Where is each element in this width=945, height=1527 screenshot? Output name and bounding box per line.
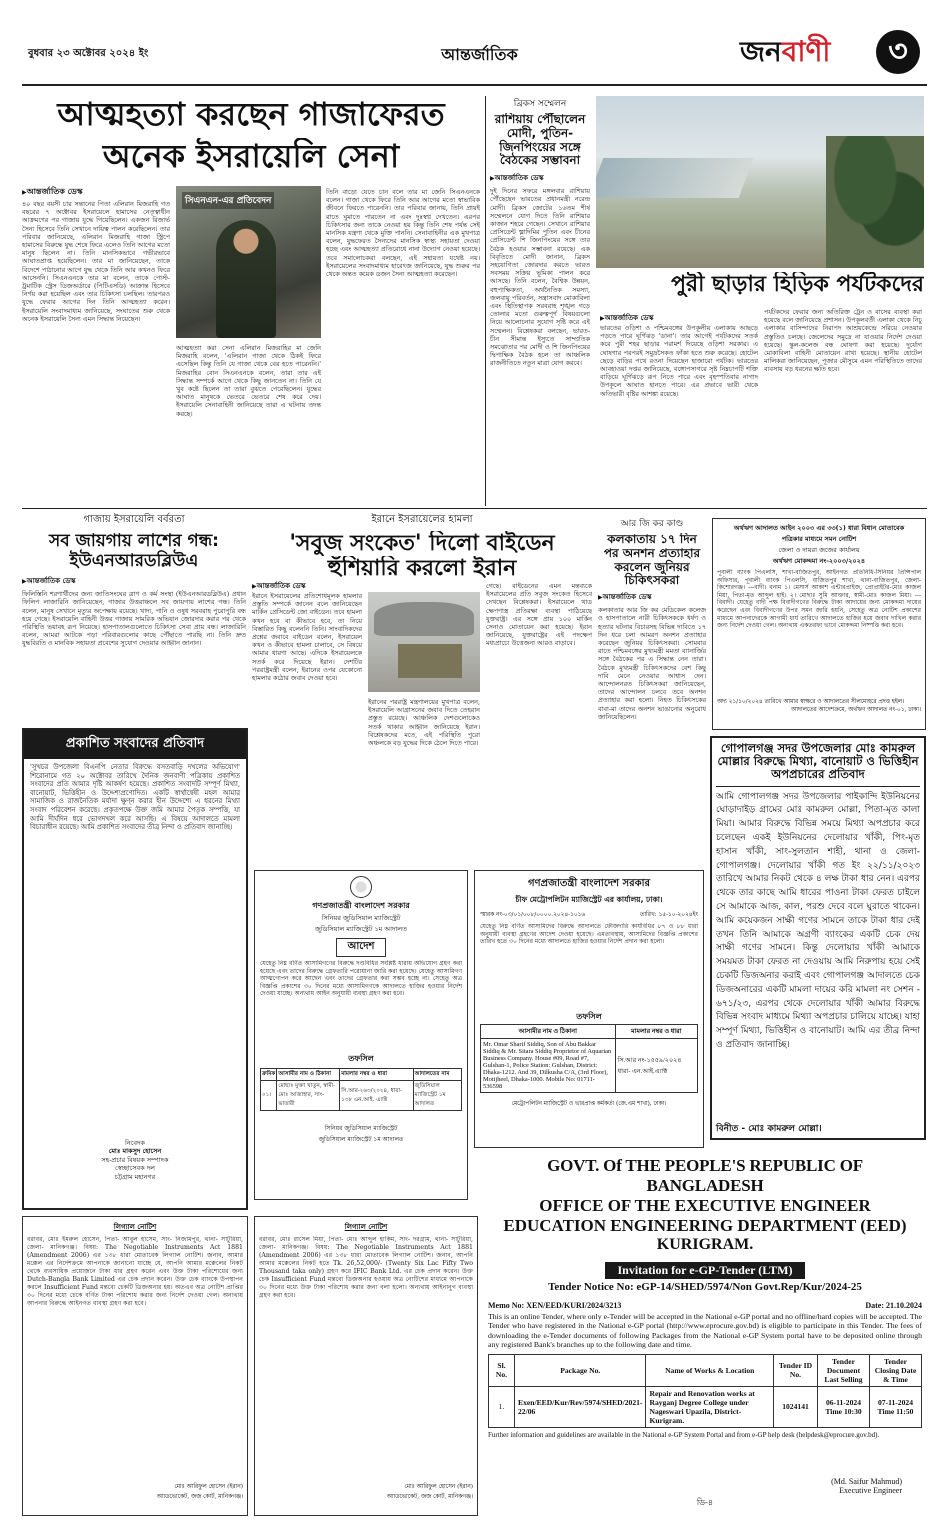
tender-cell-last-selling: 06-11-2024 Time 10:30 [818,1386,870,1427]
story-puri-text-2: পর্যটকদের ফেরার জন্য অতিরিক্ত ট্রেন ও বাসের ব্যবস্থা করা হয়েছে বলে জানিয়েছে প্রশাসন। উপকূলবর্তী এলাকা থেকে নিচু এলাকার বাসিন্দাদের নিরাপদ আশ্রয়কেন্দ্রে সরিয়ে নেওয়ার প্রস্তুতিও চলছে। জেলেদের সমুদ্রে না যাওয়ার নির্দেশ দেওয়া হয়েছে। স্কুল-কলেজ বন্ধ ঘোষণা করা হয়েছে। দুর্যোগ মোকাবিলা বাহিনী মোতায়েন রাখা হয়েছে। স্থানীয় হোটেল মালিকরা জানিয়েছেন, পূজার মৌসুমে এমন পরিস্থিতিতে তাদের ব্যবসায় বড় ধরনের ক্ষতি হবে। [764,308,922,374]
table-header-cell: আদালতের নাম [413,1069,461,1081]
legal-notice-2-sign-2: অ্যাডভোকেট, জজ কোর্ট, মানিকগঞ্জ। [386,1494,473,1500]
protest-notice-1-text: 'সুখচর উপজেলা বিএনপি নেতার বিরুদ্ধে বসতবাড়ি দখলের অভিযোগ' শিরোনামে গত ২০ অক্টোবর তারিখে দৈনিক জনবাণী পত্রিকায় প্রকাশিত সংবাদের প্রতি আমার দৃষ্টি আকর্ষণ হয়েছে। প্রকাশিত সংবাদটি সম্পূর্ণ মিথ্যা, বানোয়াট, ভিত্তিহীন ও উদ্দেশ্যপ্রণোদিত। একটি স্বার্থান্বেষী মহল আমার সামাজিক ও রাজনৈতিক মর্যাদা ক্ষুণ্ন করার হীন উদ্দেশ্যে এ ধরনের মিথ্যা সংবাদ পরিবেশন করেছে। প্রকৃতপক্ষে উক্ত জমি আমার পৈতৃক সম্পত্তি, যা আমি দীর্ঘদিন ধরে ভোগদখল করে আসছি। এ বিষয়ে আদালতে মামলা বিচারাধীন রয়েছে। আমি প্রকাশিত সংবাদের তীব্র নিন্দা ও প্রতিবাদ জানাচ্ছি। [30,763,240,832]
story-puri [596,96,924,504]
notice-summons-text: পূবালী ব্যাংক পিএলসি, শাখা-বাজিতপুর, আইনগত প্রতিনিধি-সিনিয়র প্রিন্সিপাল অফিসার, পূবালী ব্যাংক পিএলসি, বাজিতপুর শাখা, থানা-বাজিতপুর, জেলা-কিশোরগঞ্জ। ---বাদী। বনাম ১। মেসার্স আকাশ এন্টারপ্রাইজ, প্রোপ্রাইটর-মোঃ কাজল মিয়া, পিতা-মৃত আব্দুল হাই। ২। মোছাঃ সুমি আক্তার, স্বামী-মোঃ কাজল মিয়া। ---বিবাদী। যেহেতু বাদী পক্ষ বিবাদীগণের বিরুদ্ধে টাকা আদায়ের জন্য মোকদ্দমা দায়ের করেছেন এবং বিবাদীগণের উপর সমন জারি হয়নি, সেহেতু অত্র নোটিশ প্রকাশের মাধ্যমে আপনাদেরকে আগামী ধার্য তারিখে আদালতে হাজির হয়ে জবাব দাখিল করার জন্য নির্দেশ দেওয়া গেল। অন্যথায় একতরফা ভাবে মোকদ্দমা নিষ্পত্তি করা হবে। [717,569,921,630]
masthead [0,0,945,92]
sea-band [596,158,753,198]
legal-notice-2-sign-1: মোঃ আরিফুল হোসেন (ইরান) [404,1484,473,1490]
story-iran-kicker: ইরানে ইসরায়েলের হামলা [371,514,473,525]
tender-notice [484,1156,926,1522]
tender-table [488,1354,922,1428]
logo-part-b: বাণী [781,35,831,68]
tender-invitation: Invitation for e-GP-Tender (LTM) [605,1262,805,1279]
legal-notice-1-sign-2: অ্যাডভোকেট, জজ কোর্ট, মানিকগঞ্জ। [156,1494,243,1500]
tender-date: Date: 21.10.2024 [865,1301,922,1310]
protest-notice-2-text: আমি গোপালগঞ্জ সদর উপজেলার পাইকান্দি ইউনিয়নের ঘোড়াদাইড় গ্রামের মোঃ কামরুল মোল্লা, পিতা-মৃত কালা মিয়া। আমার বিরুদ্ধে বিভিন্ন সময়ে মিথ্যা অপপ্রচার করে চলেছেন একই ইউনিয়নের দেলোয়ার খাঁকী, পিং-মৃত হাসান খাঁকী, সাং-সুলতান শাহী, থানা ও জেলা-গোপালগঞ্জ। দেলোয়ার খাঁকী গত ইং ২২/১১/২০২৩ তারিখে আমার নিকট থেকে ৪ লক্ষ টাকা ধার নেন। এরপর থেকে তার কাছে আমি ধারের পাওনা টাকা ফেরত চাইলে সে আমাকে আজ, কাল, পরশু দেবে বলে ঘুরাতে থাকেন। আমি কয়েকজন সাক্ষী গণের সামনে তাকে টাকা ধার দেই তখন তিনি আমাকে অগ্রণী ব্যাংকের একটি চেক দেয় সাক্ষী গণের সামনে। কিন্তু দেলোয়ার খাঁকী আমাকে সময়মত টাকা ফেরত না দেওয়ায় আমি নিরুপায় হয়ে সেই চেকটি ডিজঅনার করাই এবং গোপালগঞ্জ আদালতে চেক ডিজঅনারের একটি মামলা দায়ের করি মামলা নং সেশন - ৬৭১/২৩, এরপর থেকে দেলোয়ার খাঁকী আমার বিরুদ্ধে বিভিন্ন সংবাদ মাধ্যমে মিথ্যা অপপ্রচার চালিয়ে যাচ্ছে। যাহা সম্পূর্ণ মিথ্যা, ভিত্তিহীন ও বানোয়াট। আমি এর তীব্র নিন্দা ও প্রতিবাদ জানাচ্ছি। [716,791,920,1050]
story-unrwa-kicker: গাজায় ইসরায়েলি বর্বরতা [83,514,185,525]
story-brics [490,96,590,504]
legal-notice-1-sign-1: মোঃ আরিফুল হোসেন (ইরান) [174,1484,243,1490]
court-notice-1-sign-1: সিনিয়র জুডিসিয়াল ম্যাজিস্ট্রেট [324,1125,398,1132]
story-rgkar-headline: কলকাতায় ১৭ দিন পর অনশন প্রত্যাহার করলেন জুনিয়র চিকিৎসকরা [603,533,701,588]
tender-col-works: Name of Works & Location [646,1354,774,1386]
tender-col-sl: Sl. No. [489,1354,515,1386]
story-rgkar-kicker: আর জি কর কাণ্ড [620,519,684,529]
divider-v1 [485,96,486,506]
soldier-photo [176,186,321,338]
court-notice-2-text: যেহেতু নিম্ন বর্ণিত আসামিদের বিরুদ্ধে আদালতে ফৌজদারি কার্যবিধির ৮৭ ও ৮৮ ধারা অনুযায়ী ব্যবস্থা গ্রহণের আদেশ দেওয়া হয়েছে। এমতাবস্থায়, আসামিদের বিজ্ঞপ্তি প্রকাশের তারিখ হতে ৩০ দিনের মধ্যে আদালতে হাজির হওয়ার নির্দেশ প্রদান করা হলো। [480,923,698,946]
launcher-truck [398,644,462,678]
tender-title-4: KURIGRAM. [656,1236,754,1253]
court-notice-2-sign: মেট্রোপলিটন ম্যাজিস্ট্রেট ও ভারপ্রাপ্ত কর্মকর্তা (জে.এম শাখা), ঢাকা। [511,1101,667,1107]
story-iran-headline-2: হুঁশিয়ারি করলো ইরান [327,556,517,582]
soldier-figure-icon [216,220,276,338]
court-notice-1-table [260,1068,462,1111]
tender-cell-closing: 07-11-2024 Time 11:50 [870,1386,922,1427]
protest-notice-1-sign-role-3: চট্টগ্রাম মহানগর [114,1172,156,1181]
table-cell: মোছাঃ মুক্তা খাতুন, স্বামী- মোঃ আজাহার, সাং- ভাতারী [277,1081,340,1111]
story-gaza-text-2: আত্মহত্যা করা সেনা এলিরান মিজরাহির মা জেনি মিজরাহি বলেন, 'এলিরান গাজা থেকে ঠিকই ফিরে এসেছিল কিন্তু তিনি যে গাজা থেকে বের হতে পারেননি।' মিজরাহির বোন সিএনএনকে বলেন, তারা তার এই সিদ্ধান্ত সম্পর্কে আগে থেকে কিছু জানতেন না। তিনি যে খুব কষ্টে ছিলেন তা তারা বুঝতে পেরেছিলেন। যুদ্ধের আঘাত মানুষকে ভেতরে ভেতরে শেষ করে দেয়। ইসরায়েলি সেনাবাহিনী জানিয়েছে তারা এ ঘটনায় তদন্ত করছে। [176,344,321,418]
missile-system-photo [368,592,480,692]
story-gaza-text-1: ৪০ বছর বয়সী চার সন্তানের পিতা এলিরান মিজরাহি গত বছরের ৭ অক্টোবর ইসরায়েলে হামাসের নেতৃত্বাধীন আক্রমণের পর গাজায় যুদ্ধে গিয়েছিলেন। একজন রিজার্ভ সৈন্য হিসেবে তিনি সেখানে দায়িত্ব পালন করেছিলেন। তার পরিবার জানিয়েছে, এলিরান মিজরাহি গাজা স্ট্রিপে হামাসের বিরুদ্ধে যুদ্ধ শেষে ফিরে এলেও তিনি আগের মতো মানুষ ছিলেন না। তিনি মানসিকভাবে গভীরভাবে আঘাতপ্রাপ্ত হয়েছিলেন। তার মা জানিয়েছেন, তাকে বিদেশে পাঠানোর আগে যুদ্ধ থেকে তিনি আর কখনও ফিরে আসেননি। সিএনএনকে তার মা বলেন, তাকে পোস্ট-ট্রমাটিক স্ট্রেস ডিজঅর্ডারে (পিটিএসডি) আক্রান্ত হিসেবে নির্ণয় করা হয়েছিল এবং তার চিকিৎসা চলছিল। তারপরও যুদ্ধে ফেরার আগের দিন তিনি আত্মহত্যা করেন। ইসরায়েলি সংবাদমাধ্যম জানিয়েছে, সংঘাতের শুরু থেকে অনেক ইসরায়েলি সৈন্য এমন সিদ্ধান্ত নিয়েছেন। [22,200,170,323]
masthead-rule [22,84,927,86]
photo-caption: সিএনএন-এর প্রতিবেদন [182,192,274,209]
story-gaza-text-3: তিনি বাড়ো যেতে চান বলে তার মা জেনি সিএনএনকে বলেন। গাজা থেকে ফিরে তিনি আর আগের মতো স্বাভাবিক জীবনে ফিরতে পারেননি। তার পরিবার জানায়, তিনি প্রায়ই রাতে ঘুমাতে পারতেন না এবং দুঃস্বপ্ন দেখতেন। এরপর চিকিৎসার জন্য তাকে নেওয়া হয় কিন্তু তিনি শেষ পর্যন্ত সেই মানসিক যন্ত্রণা থেকে মুক্তি পাননি। সেনাবাহিনীর এক মুখপাত্র বলেন, যুদ্ধফেরত সৈন্যদের মানসিক স্বাস্থ্য সহায়তা দেওয়া হচ্ছে এবং আত্মহত্যা প্রতিরোধে নানা উদ্যোগ নেওয়া হয়েছে। তবে সমালোচকরা বলছেন, এই সহায়তা যথেষ্ট নয়। ইসরায়েলের সংবাদমাধ্যম হারেৎজ জানিয়েছে, যুদ্ধ শুরুর পর থেকে অন্তত কয়েক ডজন সৈন্য আত্মহত্যা করেছেন। [326,188,480,279]
legal-notice-2-text: বরাবর, মোঃ রাসেল মিয়া, পিতা- মোঃ আব্দুল হাকিম, সাং- দরগ্রাম, থানা- সাটুরিয়া, জেলা- মানিকগঞ্জ। বিষয়: The Negotiable Instruments Act 1881 (Amendment 2006) এর ১৩৮ ধারা মোতাবেক লিগ্যাল নোটিশ। জনাব, আপনি আমার মক্কেলের নিকট হতে Tk. 26,52,000/- (Twenty Six Lac Fifty Two Thousand taka only) গ্রহণ করে IFIC Bank Ltd. এর চেক প্রদান করেন। উক্ত চেক Insufficient Fund মন্তব্যে ডিজঅনার হওয়ায় অত্র নোটিশের মাধ্যমে আপনাকে ৩০ দিনের মধ্যে উক্ত টাকা পরিশোধ করার জন্য বলা হলো। অন্যথায় আইনানুগ ব্যবস্থা গ্রহণ করা হবে। [259,1236,473,1299]
tender-col-last-selling: Tender Document Last Selling [818,1354,870,1386]
legal-notice-2-title: লিগ্যাল নোটিশ [344,1223,388,1231]
tender-cell-package: Exen/EED/Kur/Rev/5974/SHED/2021-22/06 [515,1386,646,1427]
court-notice-1-order-title: আদেশ [336,938,386,957]
story-unrwa-desk: ▶ আন্তর্জাতিক ডেস্ক [22,575,246,587]
legal-notice-2 [254,1216,478,1516]
tender-title-2: OFFICE OF THE EXECUTIVE ENGINEER [539,1196,871,1215]
story-iran [252,512,592,862]
protest-notice-2-sign: বিনীত - মোঃ কামরুল মোল্লা। [716,1123,822,1134]
tender-col-package: Package No. [515,1354,646,1386]
story-unrwa-headline: সব জায়গায় লাশের গন্ধ: ইউএনআরডব্লিউএ [49,532,219,571]
story-puri-text-1: ভারতের ওড়িশা ও পশ্চিমবঙ্গের উপকূলীয় এলাকায় আছড়ে পড়তে পারে ঘূর্ণিঝড় 'ডানা'। তার আগেই পর্যটকদের সতর্ক করে পুরী শহর ছাড়ার পরামর্শ দিয়েছে ওড়িশা সরকার। এ ঘোষণার পরপরই সমুদ্রসৈকত ফাঁকা হতে শুরু করেছে। হোটেল ছেড়ে বাড়ির পথে রওনা দিয়েছেন হাজারো পর্যটক। ভারতের আবহাওয়া দপ্তর জানিয়েছে, বঙ্গোপসাগরে সৃষ্ট নিম্নচাপটি শক্তি বাড়িয়ে ঘূর্ণিঝড়ে রূপ নিতে পারে এবং বৃহস্পতিবার নাগাদ উপকূলে আঘাত হানতে পারে। এর প্রভাবে ভারী থেকে অতিভারী বৃষ্টির আশঙ্কা রয়েছে। [600,324,758,398]
tender-col-id: Tender ID No. [774,1354,818,1386]
signature-mark [488,1461,902,1477]
tender-intro: This is an online Tender, where only e-Tender will be accepted in the National e-GP portal and no offline/hard copies will be accepted. The Tender who have registered in the National e-GP portal (http://www.eprocure.gov.bd) is eligible to participate in this Tender. The fees of downloading the e-Tender documents of following Packages from the National e-GP System portal have to be deposited online through any registered Bank's branches up to the following date and time. [488,1312,922,1350]
tender-sign-2: Executive Engineer [839,1485,902,1495]
page-number-badge: ৩ [876,30,920,74]
tender-col-closing: Tender Closing Date & Time [870,1354,922,1386]
protest-notice-1-sign-name: মোঃ মাকসুদ হোসেন [108,1147,162,1156]
tender-cell-works: Repair and Renovation works at Rayganj Degree College under Nageswari Upazila, District- Kurigram. [646,1386,774,1427]
court-notice-1-title-3: জুডিসিয়াল ম্যাজিস্ট্রেট ১ম আদালত [315,925,407,933]
story-iran-desk: ▶ আন্তর্জাতিক ডেস্ক [252,580,306,592]
aircraft-shape [374,602,474,636]
palm-trees [826,136,924,268]
court-notice-2-table-title: তফসিল [576,1012,602,1021]
notice-summons [712,518,926,730]
tender-cell-sl: 1. [489,1386,515,1427]
notice-summons-title-2: পত্রিকার মাধ্যমে সমন নোটিশ [781,535,857,543]
table-cell: জুডিসিয়াল ম্যাজিস্ট্রেট ১ম আদালত [413,1081,461,1111]
notice-summons-title-3: জেলা ও দায়রা জজের কার্যালয় [778,546,860,554]
tender-memo: Memo No: XEN/EED/KURI/2024/3213 [488,1301,622,1310]
seal-icon [350,876,372,898]
legal-notice-1-title: লিগ্যাল নোটিশ [113,1223,157,1231]
court-notice-2-title-1: গণপ্রজাতন্ত্রী বাংলাদেশ সরকার [528,878,650,889]
story-brics-text: দুই দিনের সফরে মঙ্গলবার রাশিয়ায় পৌঁছেছেন ভারতের প্রধানমন্ত্রী নরেন্দ্র মোদী। ব্রিকস জোটের ১৬তম শীর্ষ সম্মেলনে যোগ দিতে তিনি রাশিয়ার কাজান শহরে গেছেন। সেখানে রাশিয়ার প্রেসিডেন্ট ভ্লাদিমির পুতিন এবং চীনের প্রেসিডেন্ট শি জিনপিংয়ের সঙ্গে তার বৈঠক হওয়ার সম্ভাবনা রয়েছে। এক বিবৃতিতে মোদী জানান, ব্রিকস সহযোগিতা জোরদার করতে ভারত সবসময় সক্রিয় ভূমিকা পালন করে আসছে। তিনি বলেন, বৈশ্বিক উন্নয়ন, বহুপাক্ষিকতা, অর্থনৈতিক সমস্যা, জলবায়ু পরিবর্তন, সন্ত্রাসবাদ মোকাবিলা এবং স্থিতিস্থাপক সরবরাহ শৃঙ্খল গড়ে তোলার মতো গুরুত্বপূর্ণ বিষয়গুলো নিয়ে আলোচনার সুযোগ সৃষ্টি করে এই সম্মেলন। বিশ্লেষকরা বলছেন, ভারত-চীন সীমান্ত ইস্যুতে সাম্প্রতিক সমঝোতার পর মোদী ও শি জিনপিংয়ের দ্বিপাক্ষিক বৈঠক হলে তা আঞ্চলিক রাজনীতিতে নতুন মাত্রা যোগ করবে। [490,187,590,368]
table-cell: সি.আর-২৬৩/২০২৪, ধারা- ১৩৮ এন.আই. এ্যাক্ট [340,1081,413,1111]
court-notice-2 [474,870,704,1148]
legal-notice-1 [22,1216,248,1516]
table-cell: Mr. Omar Sharif Siddiq, Son of Abu Bakkar Siddiq & Mr. Sitara Siddiq Proprietor of Aquarian Business Company. House #09, Road #7, Gulshan-1, Police Station: Gulshan, District: Dhaka-1212. And 39, Dilkusha C/A, (3rd Floor), Motijheel, Dhaka-1000. Mobile No: 01711-536598 [481,1039,616,1093]
beach-photo [596,96,924,268]
court-notice-2-title-2: চীফ মেট্রোপলিটন ম্যাজিস্ট্রেট এর কার্যালয়, ঢাকা। [515,895,663,904]
court-notice-2-table [480,1024,698,1093]
tender-title-3: EDUCATION ENGINEERING DEPARTMENT (EED) [503,1216,907,1235]
logo-part-a: জন [740,35,782,68]
court-notice-2-date: তারিখ: ১৫-১০-২০২৪ইং [639,912,698,918]
protest-notice-1-sign-role-1: সহ-প্রচার বিষয়ক সম্পাদক [101,1155,169,1164]
table-header-cell: মামলার নম্বর ও ধারা [615,1025,697,1039]
divider-h1 [22,508,927,509]
story-puri-headline: পুরী ছাড়ার হিড়িক পর্যটকদের [671,272,924,297]
protest-notice-1-sign-label: নিবেদক [125,1139,145,1147]
protest-notice-2 [710,736,926,1140]
court-notice-1-table-title: তফসিল [348,1054,374,1063]
story-iran-text-1: ইরানে ইসরায়েলের প্রতিশোধমূলক হামলার প্রস্তুতি সম্পর্কে জানেন বলে জানিয়েছেন মার্কিন প্রেসিডেন্ট জো বাইডেন। তবে হামলা কখন হবে বা কীভাবে হবে, তা নিয়ে বিস্তারিত কিছু বলেননি তিনি। সাংবাদিকদের প্রশ্নের জবাবে বাইডেন বলেন, ইসরায়েল কখন ও কীভাবে হামলা চালাবে, সে বিষয়ে আমার ধারণা আছে। এদিকে ইসরায়েলকে সতর্ক করে দিয়েছে ইরান। দেশটির পররাষ্ট্রমন্ত্রী বলেন, ইরানের ওপর যেকোনো হামলার কঠোর জবাব দেওয়া হবে। [252,592,362,683]
story-gaza-soldiers [22,96,480,504]
legal-notice-1-text: বরাবর, মোঃ ইমরুল হোসেন, পিতা- আবুল হাসেম, সাং- নিজামপুর, থানা- সাটুরিয়া, জেলা- মানিকগঞ্জ। বিষয়: The Negotiable Instruments Act 1881 (Amendment 2006) এর ১৩৮ ধারা মোতাবেক লিগ্যাল নোটিশ। জনাব, আমার মক্কেল এর নির্দেশক্রমে আপনাকে জানানো যাচ্ছে যে, আপনি আমার মক্কেলের নিকট থেকে ব্যবসায়িক প্রয়োজনে টাকা ধার গ্রহণ করেন এবং উক্ত টাকা পরিশোধের জন্য Dutch-Bangla Bank Limited এর চেক প্রদান করেন। উক্ত চেক ব্যাংকে উপস্থাপন করলে Insufficient Fund মন্তব্যে চেকটি ডিজঅনার হয়। অতএব অত্র নোটিশ প্রাপ্তির ৩০ দিনের মধ্যে চেকে বর্ণিত টাকা পরিশোধ করার জন্য নির্দেশ দেওয়া গেল। অন্যথায় আপনার বিরুদ্ধে আইনগত ব্যবস্থা গ্রহণ করা হবে। [27,1236,243,1307]
protest-notice-1-title: প্রকাশিত সংবাদের প্রতিবাদ [24,730,246,759]
story-gaza-headline-2: অনেক ইসরায়েলি সেনা [102,138,400,175]
notice-summons-date: অদ্য ২১/১০/২০২৪ তারিখে আমার স্বাক্ষরে ও আদালতের সীলমোহরে প্রদত্ত হইল। [717,699,905,705]
notice-summons-sign: আদালতের আদেশক্রমে, অর্থঋণ আদালত নং-০১, ঢাকা। [791,706,921,713]
story-iran-headline-1: 'সবুজ সংকেত' দিলো বাইডেন [289,531,555,556]
story-rgkar-desk: ▶ আন্তর্জাতিক ডেস্ক [598,591,706,603]
court-notice-1-title-2: সিনিয়র জুডিসিয়াল ম্যাজিস্ট্রেট [321,914,401,922]
story-iran-text-3: ইরানের পররাষ্ট্র মন্ত্রণালয়ের মুখপাত্র বলেন, ইসরায়েলি আগ্রাসনের জবাব দিতে তেহরান প্রস্তুত রয়েছে। আঞ্চলিক দেশগুলোকেও সতর্ক থাকার আহ্বান জানিয়েছে ইরান। বিশ্লেষকদের মতে, এই পরিস্থিতি পুরো অঞ্চলকে বড় যুদ্ধের দিকে ঠেলে দিতে পারে। [368,698,480,748]
tender-cell-id: 1024141 [774,1386,818,1427]
notice-summons-title-1: অর্থঋণ আদালত আইন ২০০৩ এর ৩৩(১) ধারা বিধান মোতাবেক [733,524,905,532]
tender-ref: ডি-৪ [696,1497,714,1507]
story-brics-headline: রাশিয়ায় পৌঁছালেন মোদী, পুতিন-জিনপিংয়ের সঙ্গে বৈঠকের সম্ভাবনা [494,113,586,168]
story-unrwa [22,512,246,726]
story-brics-kicker: ব্রিকস সম্মেলন [513,99,567,109]
court-notice-2-memo: স্মারক নং-০৩/০১/০০৮/০০০০.২০২৪-১০১৬ [480,912,586,918]
protest-notice-1-sign-role-2: স্বেচ্ছাসেবক দল [114,1164,156,1173]
newspaper-logo [740,30,920,80]
story-rgkar [598,516,706,866]
table-header-cell: আসামীর নাম ও ঠিকানা [481,1025,616,1039]
story-brics-desk: ▶ আন্তর্জাতিক ডেস্ক [490,172,590,184]
tender-title-1: GOVT. Of THE PEOPLE'S REPUBLIC OF BANGLADESH [547,1156,863,1195]
tender-notice-no: Tender Notice No: eGP-14/SHED/5974/Non Govt.Rep/Kur/2024-25 [548,1281,862,1293]
story-iran-text-2: গেছে। বাইডেনের এমন মন্তব্যকে ইসরায়েলের প্রতি সবুজ সংকেত হিসেবে দেখছেন বিশ্লেষকরা। ইসরায়েলে থাড ক্ষেপণাস্ত্র প্রতিরক্ষা ব্যবস্থা পাঠিয়েছে যুক্তরাষ্ট্র। এর সঙ্গে প্রায় ১০০ মার্কিন সেনাও মোতায়েন করা হয়েছে। ইরান জানিয়েছে, যুক্তরাষ্ট্রের এই পদক্ষেপ মধ্যপ্রাচ্যে উত্তেজনা আরও বাড়াবে। [486,582,592,648]
table-header-cell: মামলার নম্বর ও ধারা [340,1069,413,1081]
story-unrwa-text: ফিলিস্তিনি শরণার্থীদের জন্য জাতিসংঘের ত্রাণ ও কর্ম সংস্থা (ইউএনআরডব্লিউএ) প্রধান ফিলিপ লাজারিনি জানিয়েছেন, গাজার উত্তরাঞ্চলে সব জায়গায় লাশের গন্ধ। তিনি বলেন, মানুষ সেখানে মৃত্যুর অপেক্ষায় রয়েছে। খাদ্য, পানি ও ওষুধ সরবরাহ পুরোপুরি বন্ধ হয়ে গেছে। ইসরায়েলি বাহিনী উত্তর গাজায় সামরিক অভিযান জোরদার করার পর থেকে পরিস্থিতি ভয়াবহ রূপ নিয়েছে। হাসপাতালগুলোতে চিকিৎসা সেবা প্রায় বন্ধ। লাজারিনি বলেন, আমরা আটকে পড়া পরিবারগুলোর কাছে পৌঁছাতে পারছি না। তিনি দ্রুত যুদ্ধবিরতি ও মানবিক সহায়তা প্রবেশের সুযোগ দেওয়ার আহ্বান জানান। [22,590,246,648]
tender-footer: Further information and guidelines are available in the National e-GP System Portal and from e-GP help desk (helpdesk@eprocure.gov.bd). [488,1430,880,1439]
court-notice-1-sign-2: জুডিসিয়াল ম্যাজিস্ট্রেট ১ম আদালত [318,1136,404,1143]
protest-notice-2-title: গোপালগঞ্জ সদর উপজেলার মোঃ কামরুল মোল্লার বিরুদ্ধে মিথ্যা, বানোয়াট ও ভিত্তিহীন অপপ্রচারের প্রতিবাদ [716,742,920,787]
story-rgkar-text: কলকাতার আর জি কর মেডিকেল কলেজ ও হাসপাতালে নারী চিকিৎসককে ধর্ষণ ও হত্যার ঘটনার বিচারসহ বিভিন্ন দাবিতে ১৭ দিন ধরে চলা আমরণ অনশন প্রত্যাহার করেছেন জুনিয়র চিকিৎসকরা। সোমবার রাতে পশ্চিমবঙ্গের মুখ্যমন্ত্রী মমতা ব্যানার্জির সঙ্গে বৈঠকের পর এ সিদ্ধান্ত নেন তারা। বৈঠকে মুখ্যমন্ত্রী চিকিৎসকদের বেশ কিছু দাবি মেনে নেওয়ার আশ্বাস দেন। আন্দোলনরত চিকিৎসকরা জানিয়েছেন, তাদের আন্দোলন চলবে তবে অনশন প্রত্যাহার করা হলো। নিহত চিকিৎসকের বাবা-মা তাদের অনশন ভাঙানোর অনুরোধ জানিয়েছিলেন। [598,606,706,721]
table-cell: ০১। [261,1081,277,1111]
table-header-cell: আসামীর নাম ও ঠিকানা [277,1069,340,1081]
story-gaza-headline-1: আত্মহত্যা করছেন গাজাফেরত [57,96,445,133]
section-title: আন্তর্জাতিক [441,45,518,64]
table-header-cell: ক্রমিক [261,1069,277,1081]
table-cell: সি.আর নং-১৫৫৯/২০২৪ ধারা- এন.আই.এ্যাক্ট [615,1039,697,1093]
protest-notice-1 [22,728,248,1210]
court-notice-1 [254,870,468,1200]
masthead-date: বুধবার ২৩ অক্টোবর ২০২৪ ইং [28,48,149,59]
court-notice-1-title-1: গণপ্রজাতন্ত্রী বাংলাদেশ সরকার [312,901,410,910]
story-puri-desk: ▶ আন্তর্জাতিক ডেস্ক [600,312,654,324]
story-gaza-desk: ▶ আন্তর্জাতিক ডেস্ক [22,186,83,199]
tender-sign-1: (Md. Saifur Mahmud) [831,1476,902,1486]
court-notice-1-text: যেহেতু নিম্ন বর্ণিত আসামিগণের বিরুদ্ধে দণ্ডবিধির সংশ্লিষ্ট ধারায় অভিযোগ গ্রহণ করা হয়েছে এবং তাদের বিরুদ্ধে গ্রেফতারি পরোয়ানা জারি করা হয়েছে। যেহেতু আসামিগণ আত্মগোপন করে আছেন এবং তাদের গ্রেফতার করা সম্ভব হচ্ছে না। সেহেতু অত্র বিজ্ঞপ্তি প্রকাশের ৩০ দিনের মধ্যে আসামিগণকে আদালতে হাজির হওয়ার নির্দেশ দেওয়া যাচ্ছে। অন্যথায় আইন অনুযায়ী ব্যবস্থা গ্রহণ করা হবে। [260,960,462,998]
notice-summons-case: অর্থঋণ মোকদ্দমা নং-২০০৩/২০২৪ [772,557,866,565]
